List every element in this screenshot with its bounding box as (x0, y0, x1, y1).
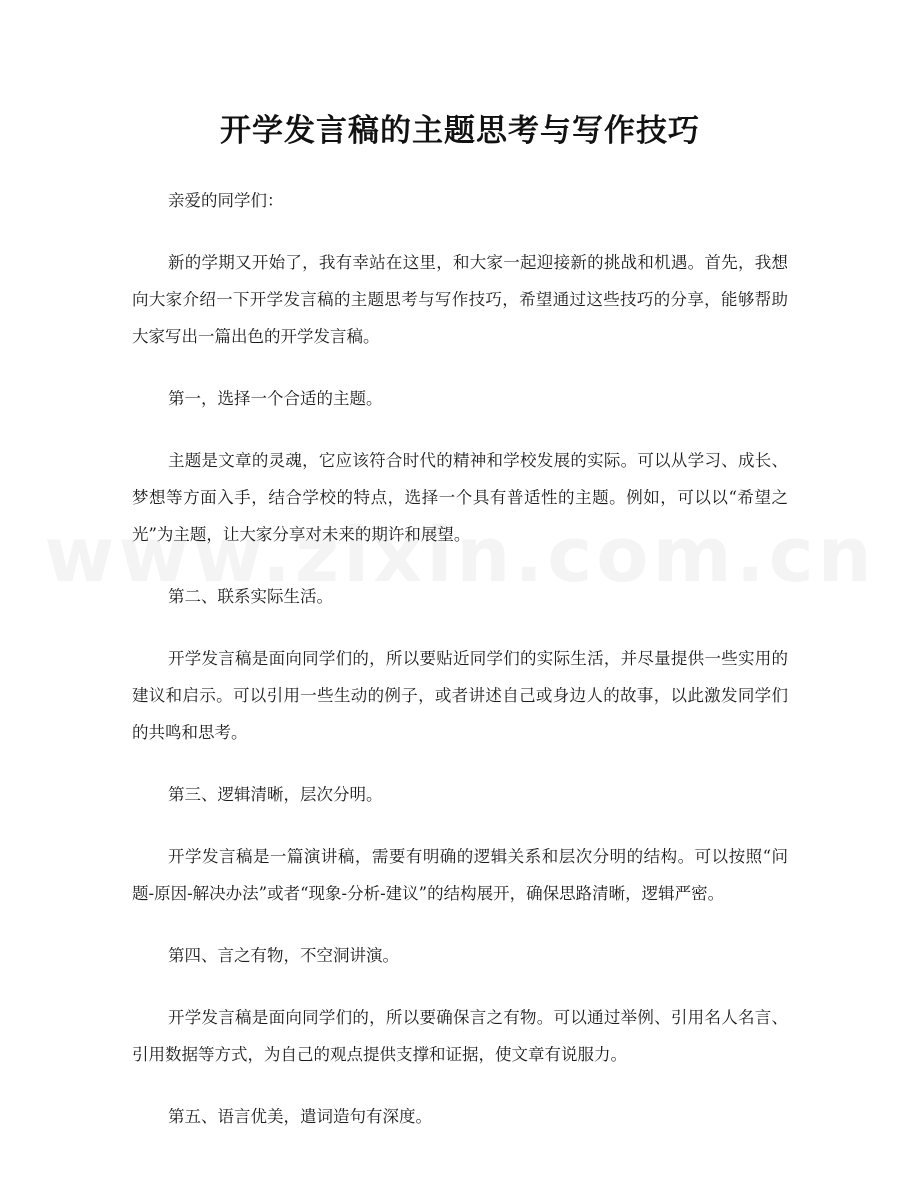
paragraph-section-2: 开学发言稿是面向同学们的，所以要贴近同学们的实际生活，并尽量提供一些实用的建议和启示。可以引用一些生动的例子，或者讲述自己或身边人的故事，以此激发同学们的共鸣和思考。 (132, 649, 788, 742)
document-title: 开学发言稿的主题思考与写作技巧 (220, 113, 700, 149)
document-body (132, 182, 788, 1160)
salutation: 亲爱的同学们： (168, 191, 284, 210)
paragraph-section-3: 开学发言稿是一篇演讲稿，需要有明确的逻辑关系和层次分明的结构。可以按照“问题-原因-解决办法”或者“现象-分析-建议”的结构展开，确保思路清晰，逻辑严密。 (132, 847, 788, 903)
paragraph-section-4: 开学发言稿是面向同学们的，所以要确保言之有物。可以通过举例、引用名人名言、引用数据等方式，为自己的观点提供支撑和证据，使文章有说服力。 (132, 1008, 788, 1064)
paragraph-intro: 新的学期又开始了，我有幸站在这里，和大家一起迎接新的挑战和机遇。首先，我想向大家介绍一下开学发言稿的主题思考与写作技巧，希望通过这些技巧的分享，能够帮助大家写出一篇出色的开学发言稿。 (132, 253, 788, 346)
section-heading-1: 第一，选择一个合适的主题。 (168, 389, 383, 408)
section-heading-3: 第三、逻辑清晰，层次分明。 (168, 785, 383, 804)
section-heading-4: 第四、言之有物，不空洞讲演。 (168, 946, 399, 965)
section-heading-2: 第二、联系实际生活。 (168, 587, 333, 606)
paragraph-section-1: 主题是文章的灵魂，它应该符合时代的精神和学校发展的实际。可以从学习、成长、梦想等方面入手，结合学校的特点，选择一个具有普适性的主题。例如，可以以“希望之光”为主题，让大家分享对未来的期许和展望。 (132, 451, 788, 544)
section-heading-5: 第五、语言优美，遣词造句有深度。 (168, 1107, 432, 1126)
